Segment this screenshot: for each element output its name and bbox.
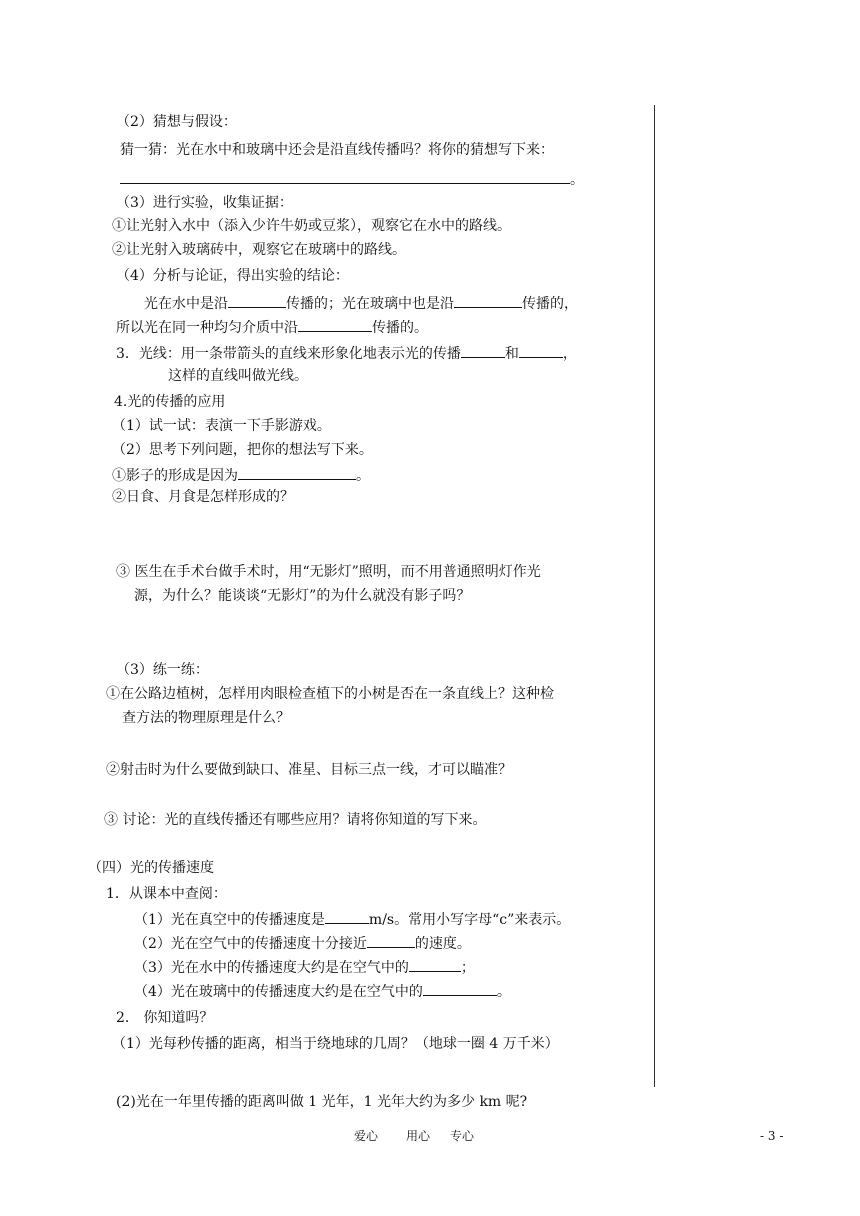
light-year-question: (2)光在一年里传播的距离叫做 1 光年，1 光年大约为多少 km 呢? bbox=[116, 1094, 528, 1110]
water-speed-line: （3）光在水中的传播速度大约是在空气中的 ； bbox=[134, 956, 475, 978]
experiment-step-1: ①让光射入水中（添入少许牛奶或豆浆），观察它在水中的路线。 bbox=[112, 218, 511, 234]
shadowless-lamp-question: ③ 医生在手术台做手术时，用“无影灯”照明，而不用普通照明灯作光 bbox=[116, 564, 541, 580]
tree-planting-question: ①在公路边植树，怎样用肉眼检查植下的小树是否在一条直线上？这种检 bbox=[106, 686, 554, 702]
eclipse-question: ②日食、月食是怎样形成的？ bbox=[112, 489, 294, 505]
section-applications-heading: 4.光的传播的应用 bbox=[114, 394, 226, 410]
answer-blank[interactable] bbox=[367, 932, 415, 948]
earth-laps-question: （1）光每秒传播的距离，相当于绕地球的几周？（地球一圈 4 万千米） bbox=[112, 1036, 559, 1052]
page-footer-motto bbox=[354, 1128, 474, 1144]
footer-motto-right: 专心 bbox=[450, 1129, 475, 1143]
air-speed-line: （2）光在空气中的传播速度十分接近 的速度。 bbox=[134, 932, 471, 954]
answer-blank[interactable] bbox=[228, 292, 286, 308]
answer-blank[interactable] bbox=[519, 342, 563, 358]
light-ray-definition: 3．光线：用一条带箭头的直线来形象化地表示光的传播 和 ， bbox=[116, 342, 577, 364]
margin-divider-line bbox=[654, 105, 655, 1087]
guess-prompt: 猜一猜：光在水中和玻璃中还会是沿直线传播吗？将你的猜想写下来： bbox=[120, 142, 554, 158]
shadow-question: ①影子的形成是因为 。 bbox=[112, 464, 370, 486]
section-experiment-heading: （3）进行实验，收集证据： bbox=[116, 195, 293, 211]
conclusion-line-2: 所以光在同一种均匀介质中沿 传播的。 bbox=[116, 316, 428, 338]
did-you-know-heading: 2． 你知道吗？ bbox=[116, 1010, 214, 1026]
section-hypothesis-heading: （2）猜想与假设： bbox=[116, 114, 237, 130]
lookup-heading: 1．从课本中查阅： bbox=[106, 886, 227, 902]
answer-blank[interactable] bbox=[409, 956, 461, 972]
footer-motto-middle: 用心 bbox=[406, 1129, 431, 1143]
discussion-question: ③ 讨论：光的直线传播还有哪些应用？请将你知道的写下来。 bbox=[104, 812, 487, 828]
page-number: - 3 - bbox=[760, 1129, 784, 1143]
answer-blank[interactable] bbox=[325, 908, 369, 924]
section-analysis-heading: （4）分析与论证，得出实验的结论： bbox=[116, 268, 349, 284]
try-it-line: （1）试一试：表演一下手影游戏。 bbox=[112, 418, 331, 434]
answer-blank[interactable] bbox=[298, 316, 372, 332]
answer-blank[interactable] bbox=[423, 980, 497, 996]
vacuum-speed-line: （1）光在真空中的传播速度是 m/s。常用小写字母“c”来表示。 bbox=[134, 908, 570, 930]
answer-blank[interactable] bbox=[120, 168, 570, 184]
practice-heading: （3）练一练： bbox=[116, 662, 209, 678]
guess-answer-line: 。 bbox=[120, 168, 584, 190]
glass-speed-line: （4）光在玻璃中的传播速度大约是在空气中的 。 bbox=[134, 980, 511, 1002]
section-speed-heading: （四）光的传播速度 bbox=[88, 860, 214, 876]
tree-planting-question-cont: 查方法的物理原理是什么？ bbox=[122, 710, 290, 726]
answer-blank[interactable] bbox=[454, 292, 522, 308]
answer-blank[interactable] bbox=[238, 464, 356, 480]
answer-blank[interactable] bbox=[461, 342, 505, 358]
shooting-question: ②射击时为什么要做到缺口、准星、目标三点一线，才可以瞄准？ bbox=[106, 762, 512, 778]
think-line: （2）思考下列问题，把你的想法写下来。 bbox=[112, 442, 373, 458]
conclusion-line-1: 光在水中是沿 传播的；光在玻璃中也是沿 传播的， bbox=[144, 292, 578, 314]
shadowless-lamp-question-cont: 源，为什么？能谈谈“无影灯”的为什么就没有影子吗？ bbox=[134, 588, 471, 604]
experiment-step-2: ②让光射入玻璃砖中，观察它在玻璃中的路线。 bbox=[112, 242, 406, 258]
footer-motto-left: 爱心 bbox=[354, 1129, 379, 1143]
light-ray-definition-cont: 这样的直线叫做光线。 bbox=[168, 368, 308, 384]
